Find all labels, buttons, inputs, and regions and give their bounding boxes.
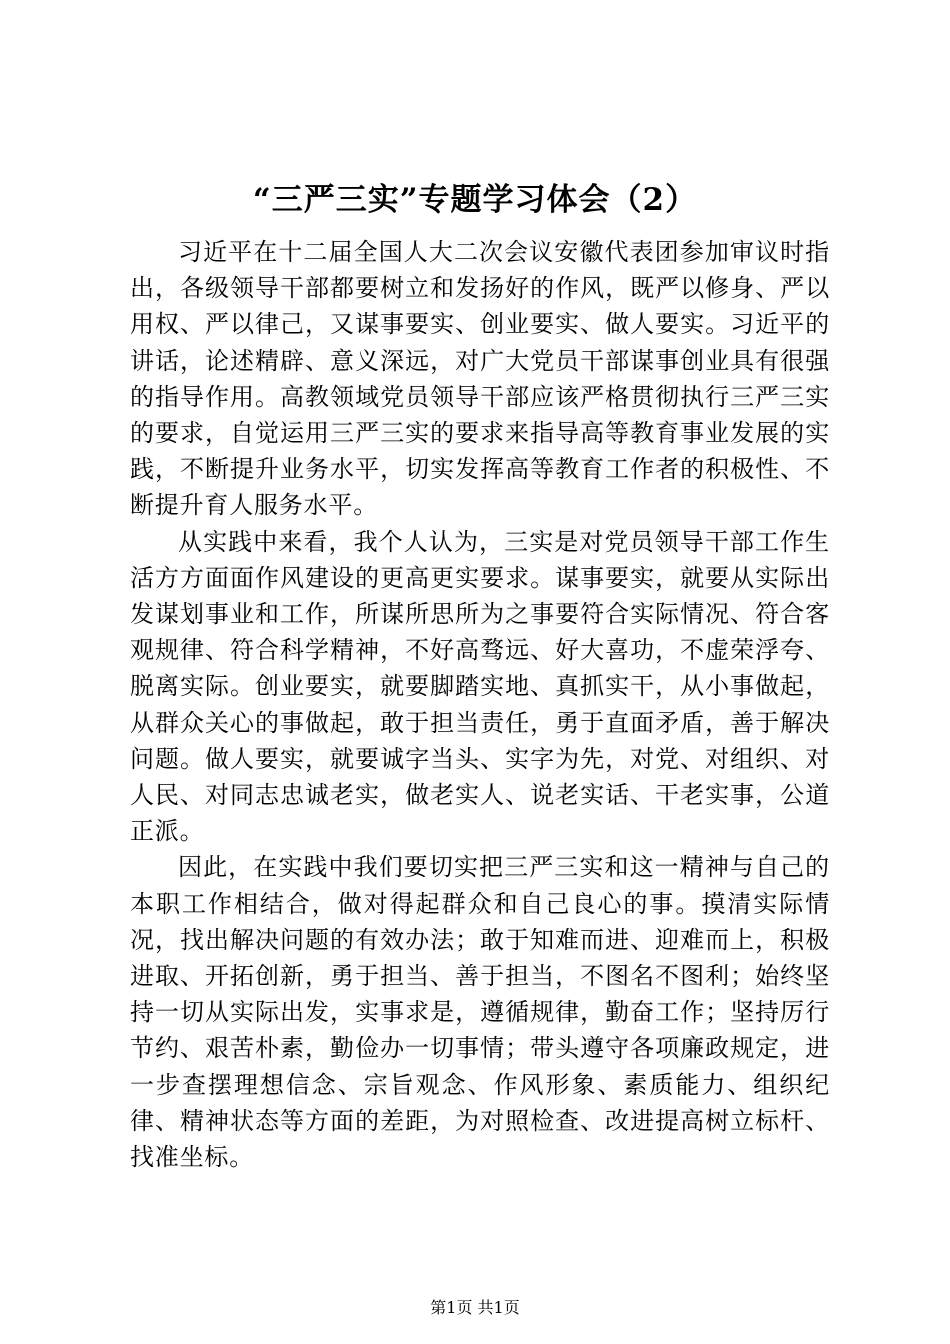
document-title: “三严三实”专题学习体会（2）	[252, 181, 698, 218]
document-body	[130, 234, 830, 1175]
body-paragraph-2: 从实践中来看，我个人认为，三实是对党员领导干部工作生活方方面面作风建设的更高更实要求。谋事要实，就要从实际出发谋划事业和工作，所谋所思所为之事要符合实际情况、符合客观规律、符合科学精神，不好高骛远、好大喜功，不虚荣浮夸、脱离实际。创业要实，就要脚踏实地、真抓实干，从小事做起，从群众关心的事做起，敢于担当责任，勇于直面矛盾，善于解决问题。做人要实，就要诚字当头、实字为先，对党、对组织、对人民、对同志忠诚老实，做老实人、说老实话、干老实事，公道正派。	[130, 527, 830, 846]
page-number-footer: 第1页 共1页	[430, 1298, 520, 1317]
body-paragraph-3: 因此，在实践中我们要切实把三严三实和这一精神与自己的本职工作相结合，做对得起群众和自己良心的事。摸清实际情况，找出解决问题的有效办法；敢于知难而进、迎难而上，积极进取、开拓创新，勇于担当、善于担当，不图名不图利；始终坚持一切从实际出发，实事求是，遵循规律，勤奋工作；坚持厉行节约、艰苦朴素，勤俭办一切事情；带头遵守各项廉政规定，进一步查摆理想信念、宗旨观念、作风形象、素质能力、组织纪律、精神状态等方面的差距，为对照检查、改进提高树立标杆、找准坐标。	[130, 853, 830, 1172]
body-paragraph-1: 习近平在十二届全国人大二次会议安徽代表团参加审议时指出，各级领导干部都要树立和发扬好的作风，既严以修身、严以用权、严以律己，又谋事要实、创业要实、做人要实。习近平的讲话，论述精辟、意义深远，对广大党员干部谋事创业具有很强的指导作用。高教领域党员领导干部应该严格贯彻执行三严三实的要求，自觉运用三严三实的要求来指导高等教育事业发展的实践，不断提升业务水平，切实发挥高等教育工作者的积极性、不断提升育人服务水平。	[130, 238, 830, 520]
